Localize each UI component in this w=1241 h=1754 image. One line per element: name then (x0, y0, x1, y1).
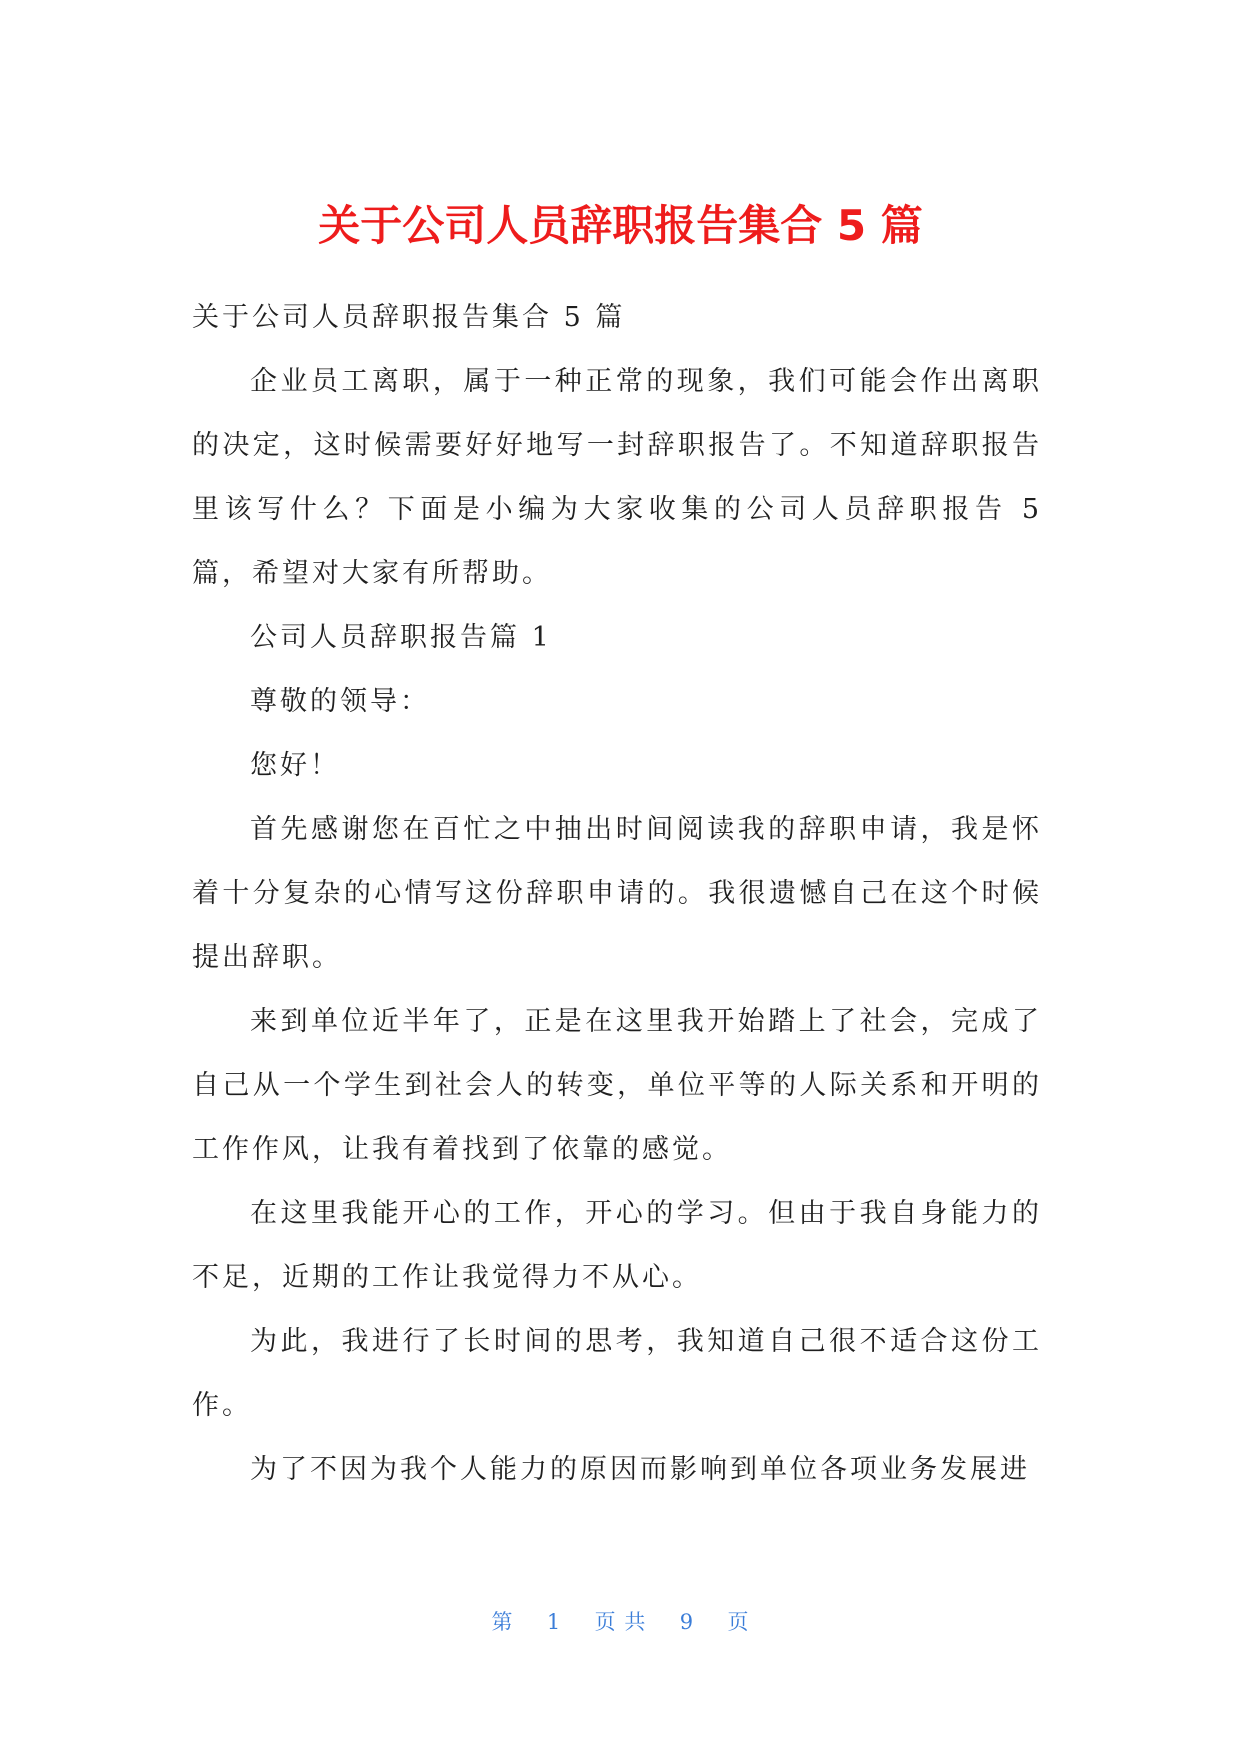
footer-middle: 页 共 (594, 1610, 647, 1634)
paragraph-body: 为此，我进行了长时间的思考，我知道自己很不适合这份工作。 (192, 1326, 1042, 1421)
footer-total-pages: 9 (679, 1610, 695, 1634)
paragraph-body: 在这里我能开心的工作，开心的学习。但由于我自身能力的不足，近期的工作让我觉得力不从心。 (192, 1198, 1042, 1293)
footer-current-page: 1 (546, 1610, 562, 1634)
document-body (192, 286, 1042, 1502)
paragraph-salutation: 尊敬的领导： (250, 686, 430, 717)
paragraph-section-heading: 公司人员辞职报告篇 1 (250, 622, 552, 653)
paragraph-greeting: 您好！ (250, 750, 340, 781)
footer-suffix: 页 (727, 1610, 750, 1634)
document-title: 关于公司人员辞职报告集合 5 篇 (318, 201, 923, 250)
paragraph-body: 为了不因为我个人能力的原因而影响到单位各项业务发展进 (250, 1454, 1030, 1485)
paragraph-intro: 企业员工离职，属于一种正常的现象，我们可能会作出离职的决定，这时候需要好好地写一封辞职报告了。不知道辞职报告里该写什么？下面是小编为大家收集的公司人员辞职报告 5 篇，希望对大家有所帮助。 (192, 366, 1042, 589)
paragraph-body: 首先感谢您在百忙之中抽出时间阅读我的辞职申请，我是怀着十分复杂的心情写这份辞职申请的。我很遗憾自己在这个时候提出辞职。 (192, 814, 1042, 973)
paragraph-body: 来到单位近半年了，正是在这里我开始踏上了社会，完成了自己从一个学生到社会人的转变，单位平等的人际关系和开明的工作作风，让我有着找到了依靠的感觉。 (192, 1006, 1042, 1165)
page-footer (0, 1606, 1241, 1636)
paragraph-subtitle: 关于公司人员辞职报告集合 5 篇 (192, 302, 626, 333)
footer-prefix: 第 (491, 1610, 514, 1634)
